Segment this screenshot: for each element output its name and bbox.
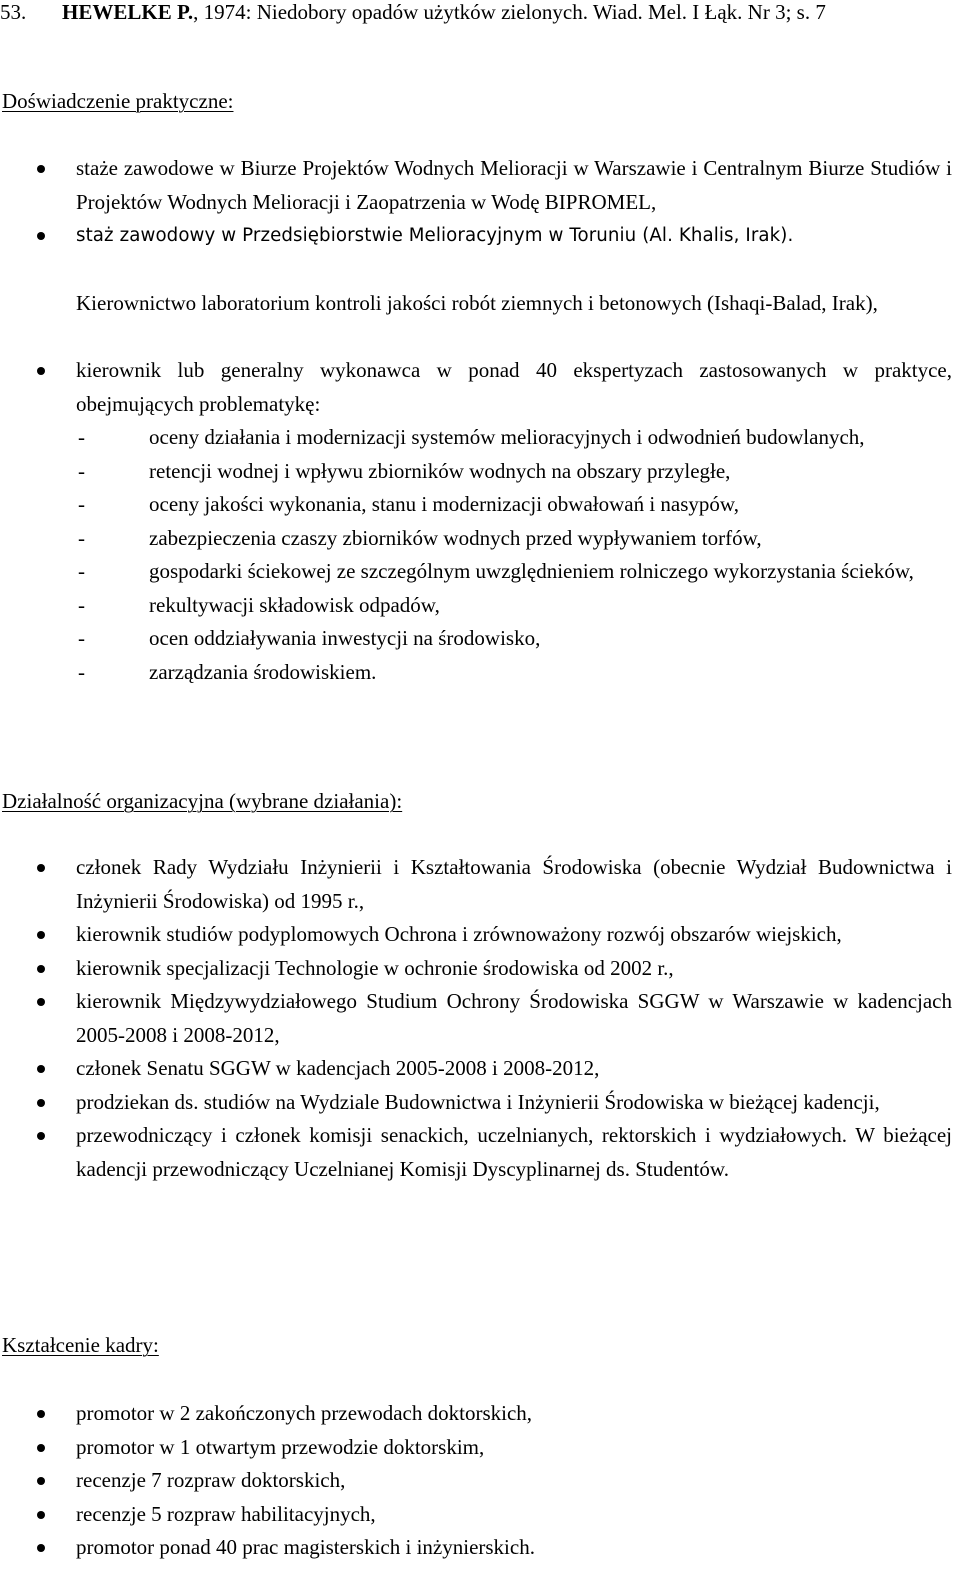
bullet-icon	[37, 998, 45, 1006]
list-item: kierownik Międzywydziałowego Studium Ochrony Środowiska SGGW w Warszawie w kadencjach 2005-2008 i 2008-2012,	[0, 985, 952, 1052]
list-item: kierownik studiów podyplomowych Ochrona i zrównoważony rozwój obszarów wiejskich,	[0, 918, 952, 952]
bullet-icon	[37, 1410, 45, 1418]
expertise-topics-list	[0, 421, 952, 689]
list-item: - oceny jakości wykonania, stanu i modernizacji obwałowań i nasypów,	[0, 488, 952, 522]
bullet-icon	[37, 864, 45, 872]
bullet-icon	[37, 232, 45, 240]
list-item: - zarządzania środowiskiem.	[0, 656, 952, 690]
list-item: - oceny działania i modernizacji systemów melioracyjnych i odwodnień budowlanych,	[0, 421, 952, 455]
dash-icon: -	[78, 525, 85, 550]
bullet-icon	[37, 367, 45, 375]
list-item: - gospodarki ściekowej ze szczególnym uwzględnieniem rolniczego wykorzystania ścieków,	[0, 555, 952, 589]
bullet-icon	[37, 1511, 45, 1519]
list-item: kierownik lub generalny wykonawca w ponad 40 ekspertyzach zastosowanych w praktyce, obejmujących problematykę:	[0, 354, 952, 421]
dash-icon: -	[78, 592, 85, 617]
list-item: kierownik specjalizacji Technologie w ochronie środowiska od 2002 r.,	[0, 952, 952, 986]
list-item: recenzje 5 rozpraw habilitacyjnych,	[0, 1498, 952, 1532]
bullet-icon	[37, 1132, 45, 1140]
list-item: - ocen oddziaływania inwestycji na środowisko,	[0, 622, 952, 656]
list-item: promotor ponad 40 prac magisterskich i inżynierskich.	[0, 1531, 952, 1565]
dash-icon: -	[78, 659, 85, 684]
dash-icon: -	[78, 458, 85, 483]
experience-list	[0, 152, 952, 253]
list-item: - zabezpieczenia czaszy zbiorników wodnych przed wypływaniem torfów,	[0, 522, 952, 556]
list-item: przewodniczący i członek komisji senackich, uczelnianych, rektorskich i wydziałowych. W bieżącej kadencji przewodniczący Uczelnianej Komisji Dyscyplinarnej ds. Studentów.	[0, 1119, 952, 1186]
list-item: - rekultywacji składowisk odpadów,	[0, 589, 952, 623]
reference-number: 53.	[0, 0, 27, 24]
organization-heading: Działalność organizacyjna (wybrane działania):	[2, 789, 403, 813]
reference-entry	[0, 0, 952, 34]
staff-list	[0, 1397, 952, 1565]
dash-icon: -	[78, 626, 85, 650]
dash-icon: -	[78, 425, 85, 449]
list-item: członek Rady Wydziału Inżynierii i Kształtowania Środowiska (obecnie Wydział Budownictwa i Inżynierii Środowiska) od 1995 r.,	[0, 851, 952, 918]
bullet-icon	[37, 965, 45, 973]
bullet-icon	[37, 1544, 45, 1552]
staff-heading: Kształcenie kadry:	[2, 1333, 159, 1357]
bullet-icon	[37, 931, 45, 939]
reference-author: HEWELKE P.	[62, 0, 194, 24]
bullet-icon	[37, 1099, 45, 1107]
organization-list	[0, 851, 952, 1186]
dash-icon: -	[78, 559, 85, 583]
bullet-icon	[37, 1444, 45, 1452]
list-item: członek Senatu SGGW w kadencjach 2005-2008 i 2008-2012,	[0, 1052, 952, 1086]
experience-paragraph: Kierownictwo laboratorium kontroli jakości robót ziemnych i betonowych (Ishaqi-Balad, Irak),	[76, 291, 878, 315]
experience-list-continued	[0, 354, 952, 421]
list-item: promotor w 2 zakończonych przewodach doktorskich,	[0, 1397, 952, 1431]
experience-heading: Doświadczenie praktyczne:	[2, 89, 234, 113]
list-item: promotor w 1 otwartym przewodzie doktorskim,	[0, 1431, 952, 1465]
bullet-icon	[37, 165, 45, 173]
list-item: prodziekan ds. studiów na Wydziale Budownictwa i Inżynierii Środowiska w bieżącej kadencji,	[0, 1086, 952, 1120]
list-item: - retencji wodnej i wpływu zbiorników wodnych na obszary przyległe,	[0, 455, 952, 489]
reference-details: , 1974: Niedobory opadów użytków zielonych. Wiad. Mel. I Łąk. Nr 3; s. 7	[193, 0, 826, 24]
bullet-icon	[37, 1477, 45, 1485]
bullet-icon	[37, 1065, 45, 1073]
list-item: recenzje 7 rozpraw doktorskich,	[0, 1464, 952, 1498]
dash-icon: -	[78, 492, 85, 516]
list-item: staże zawodowe w Biurze Projektów Wodnych Melioracji w Warszawie i Centralnym Biurze Studiów i Projektów Wodnych Melioracji i Zaopatrzenia w Wodę BIPROMEL,	[0, 152, 952, 219]
list-item: staż zawodowy w Przedsiębiorstwie Melioracyjnym w Toruniu (Al. Khalis, Irak).	[0, 219, 952, 253]
